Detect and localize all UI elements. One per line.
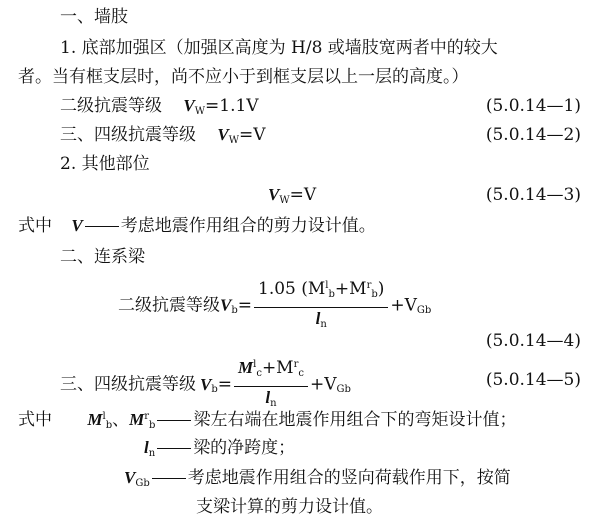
eq1-sub: W bbox=[194, 106, 206, 117]
where2-text3a: 考虑地震作用组合的竖向荷载作用下，按简 bbox=[187, 468, 511, 488]
eq2-sub: W bbox=[228, 135, 240, 146]
eq1-label: 二级抗震等级 bbox=[60, 96, 162, 116]
where-clause-2-row3 bbox=[124, 467, 511, 495]
heading-coupling-beam: 二、连系梁 bbox=[60, 247, 145, 267]
eq4-tail-sub: Gb bbox=[416, 305, 432, 316]
where2-text2: 梁的净跨度； bbox=[193, 438, 296, 458]
eq4-tail: +V bbox=[390, 295, 417, 316]
where2-sym3: V bbox=[124, 468, 136, 487]
equation-2 bbox=[60, 124, 266, 152]
equation-3 bbox=[268, 184, 316, 212]
where-clause-1 bbox=[18, 215, 376, 237]
where2-sym2: l bbox=[144, 438, 149, 457]
eq5-fraction: $\frac{M^l_c+M^r_c}{l_n}$ bbox=[234, 354, 308, 415]
eq2-lhs: V bbox=[217, 125, 229, 144]
where-clause-2-row2 bbox=[144, 437, 295, 465]
where2-lead: 式中 bbox=[18, 410, 52, 430]
eq5-tail-sub: Gb bbox=[336, 384, 351, 395]
eq4-lhs-sub: b bbox=[231, 305, 238, 316]
eq2-number: (5.0.14—2) bbox=[485, 125, 581, 145]
where-clause-2-row4: 支梁计算的剪力设计值。 bbox=[196, 497, 383, 517]
eq4-den-sub: n bbox=[320, 319, 327, 330]
eq5-tail: +V bbox=[309, 374, 337, 395]
eq5-number: (5.0.14—5) bbox=[485, 370, 581, 390]
eq5-den-sub: n bbox=[270, 398, 277, 409]
eq3-rhs: =V bbox=[289, 185, 317, 205]
eq5-num: M bbox=[238, 358, 254, 377]
eq4-fraction: $\frac{1.05 (M^l_b+M^r_b)}{l_n}$ bbox=[254, 275, 388, 336]
where-clause-2-row1: 式中 $M^l_b$、$M^r_b$ 梁左右端在地震作用组合下的弯矩设计值； bbox=[18, 410, 517, 431]
eq2-label: 三、四级抗震等级 bbox=[60, 125, 196, 145]
where2-sub2: n bbox=[148, 448, 156, 459]
where1-symbol: V bbox=[71, 216, 83, 235]
eq4-number: (5.0.14—4) bbox=[485, 331, 581, 351]
where2-sym1: M bbox=[87, 410, 103, 429]
where1-text: 考虑地震作用组合的剪力设计值。 bbox=[120, 216, 376, 236]
paragraph-1b: 者。当有框支层时，尚不应小于到框支层以上一层的高度。） bbox=[18, 67, 469, 87]
eq3-lhs: V bbox=[268, 185, 280, 204]
eq4-num2: +M bbox=[334, 279, 367, 299]
eq4-lhs: V bbox=[220, 295, 232, 315]
equation-1 bbox=[60, 95, 259, 123]
equation-4: 二级抗震等级$V_b=$ $\frac{1.05 (M^l_b+M^r_b)}{l_n}$ $+V_{Gb}$ bbox=[118, 275, 431, 336]
eq5-lhs: V bbox=[200, 374, 212, 394]
eq1-rhs: =1.1V bbox=[205, 96, 259, 116]
heading-wall-limb: 一、墙肢 bbox=[60, 7, 128, 27]
where1-lead: 式中 bbox=[18, 216, 52, 236]
paragraph-2: 2. 其他部位 bbox=[60, 154, 150, 174]
eq4-label: 二级抗震等级 bbox=[118, 295, 220, 316]
eq3-number: (5.0.14—3) bbox=[485, 185, 581, 205]
eq4-num: 1.05 (M bbox=[258, 279, 326, 299]
eq1-number: (5.0.14—1) bbox=[485, 96, 581, 116]
eq5-den: l bbox=[265, 388, 271, 407]
where2-text1: 梁左右端在地震作用组合下的弯矩设计值； bbox=[193, 410, 517, 430]
dash-line bbox=[85, 226, 119, 227]
eq5-num2: +M bbox=[261, 358, 294, 378]
paragraph-1a: 1. 底部加强区（加强区高度为 H/8 或墙肢宽两者中的较大 bbox=[60, 38, 498, 58]
eq1-lhs: V bbox=[183, 96, 195, 115]
eq4-den: l bbox=[315, 309, 321, 328]
equation-5: 三、四级抗震等级 $V_b=$ $\frac{M^l_c+M^r_c}{l_n}$ $+V_{Gb}$ bbox=[60, 354, 351, 415]
eq5-lhs-sub: b bbox=[211, 384, 218, 395]
dash-line bbox=[157, 420, 191, 421]
eq5-label: 三、四级抗震等级 bbox=[60, 374, 196, 395]
dash-line bbox=[152, 478, 186, 479]
dash-line bbox=[157, 448, 191, 449]
where2-sub3: Gb bbox=[135, 478, 150, 489]
eq3-sub: W bbox=[279, 195, 290, 206]
eq2-rhs: =V bbox=[239, 125, 266, 145]
